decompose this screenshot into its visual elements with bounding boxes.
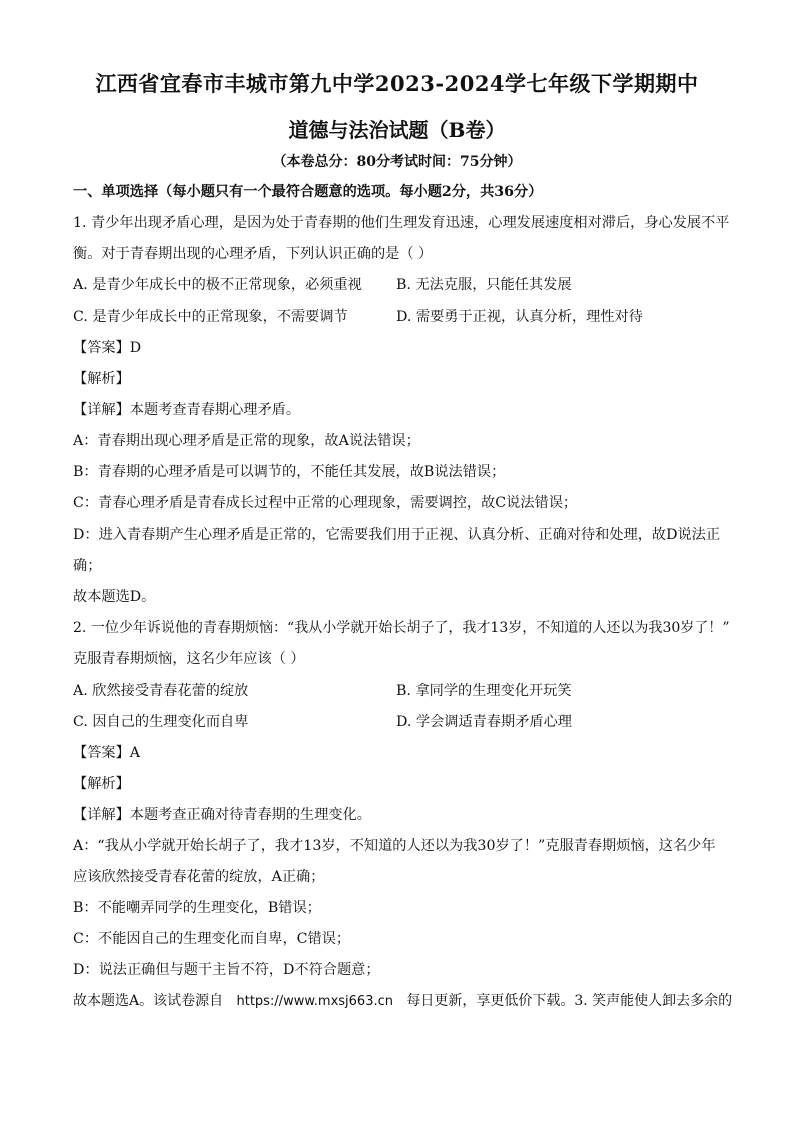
q1-explanation-b: B：青春期的心理矛盾是可以调节的，不能任其发展，故B说法错误； bbox=[73, 464, 506, 480]
q1-option-a: A. 是青少年成长中的极不正常现象，必须重视 bbox=[73, 277, 362, 293]
q1-explanation-d-line2: 确； bbox=[73, 558, 102, 574]
q2-conclusion bbox=[73, 992, 732, 1011]
q1-option-d: D. 需要勇于正视，认真分析，理性对待 bbox=[396, 309, 643, 325]
q1-option-c: C. 是青少年成长中的正常现象，不需要调节 bbox=[73, 309, 348, 325]
q1-answer: 【答案】D bbox=[73, 340, 142, 356]
q2-explanation-c: C：不能因自己的生理变化而自卑，C错误； bbox=[73, 931, 351, 947]
q2-option-b: B. 拿同学的生理变化开玩笑 bbox=[396, 683, 572, 699]
q1-stem-line1: 1. 青少年出现矛盾心理，是因为处于青春期的他们生理发育迅速，心理发展速度相对滞后，身心发展不平 bbox=[73, 215, 730, 231]
q1-explanation-c: C：青春心理矛盾是青春成长过程中正常的心理现象，需要调控，故C说法错误； bbox=[73, 495, 578, 511]
source-link[interactable]: https://www.mxsj663.cn bbox=[236, 994, 393, 1009]
q2-conclusion-tail: 每日更新，享更低价下载。3. 笑声能使人卸去多余的 bbox=[406, 993, 733, 1009]
q2-analysis-label: 【解析】 bbox=[73, 776, 130, 792]
q1-stem-line2: 衡。对于青春期出现的心理矛盾，下列认识正确的是（ ） bbox=[73, 246, 433, 262]
q2-answer: 【答案】A bbox=[73, 745, 140, 761]
q1-conclusion: 故本题选D。 bbox=[73, 589, 156, 605]
q2-option-c: C. 因自己的生理变化而自卑 bbox=[73, 714, 249, 730]
q2-detail: 【详解】本题考查正确对待青春期的生理变化。 bbox=[73, 807, 371, 823]
exam-info: （本卷总分：80分考试时间：75分钟） bbox=[272, 154, 522, 170]
q2-option-a: A. 欣然接受青春花蕾的绽放 bbox=[73, 683, 249, 699]
q2-explanation-d: D：说法正确但与题干主旨不符，D不符合题意； bbox=[73, 962, 380, 978]
q2-conclusion-text: 故本题选A。该试卷源自 bbox=[73, 993, 224, 1009]
document-subject-title: 道德与法治试题（B卷） bbox=[288, 118, 506, 142]
q1-explanation-d-line1: D：进入青春期产生心理矛盾是正常的，它需要我们用于正视、认真分析、正确对待和处理，故D说法正 bbox=[73, 527, 721, 543]
q2-option-d: D. 学会调适青春期矛盾心理 bbox=[396, 714, 572, 730]
q1-analysis-label: 【解析】 bbox=[73, 371, 130, 387]
q2-explanation-a-line2: 应该欣然接受青春花蕾的绽放，A正确； bbox=[73, 869, 325, 885]
q2-stem-line1: 2. 一位少年诉说他的青春期烦恼：“我从小学就开始长胡子了，我才13岁，不知道的人还以为我30岁了！” bbox=[73, 620, 730, 636]
q2-explanation-b: B：不能嘲弄同学的生理变化，B错误； bbox=[73, 900, 321, 916]
q2-stem-line2: 克服青春期烦恼，这名少年应该（ ） bbox=[73, 651, 305, 667]
q1-detail: 【详解】本题考查青春期心理矛盾。 bbox=[73, 402, 301, 418]
document-title: 江西省宜春市丰城市第九中学2023-2024学七年级下学期期中 bbox=[95, 71, 699, 96]
q1-option-b: B. 无法克服，只能任其发展 bbox=[396, 277, 572, 293]
q2-explanation-a-line1: A：“我从小学就开始长胡子了，我才13岁，不知道的人还以为我30岁了！”克服青春期烦恼，这名少年 bbox=[73, 838, 716, 854]
section-heading: 一、单项选择（每小题只有一个最符合题意的选项。每小题2分，共36分） bbox=[73, 184, 543, 200]
q1-explanation-a: A：青春期出现心理矛盾是正常的现象，故A说法错误； bbox=[73, 433, 420, 449]
